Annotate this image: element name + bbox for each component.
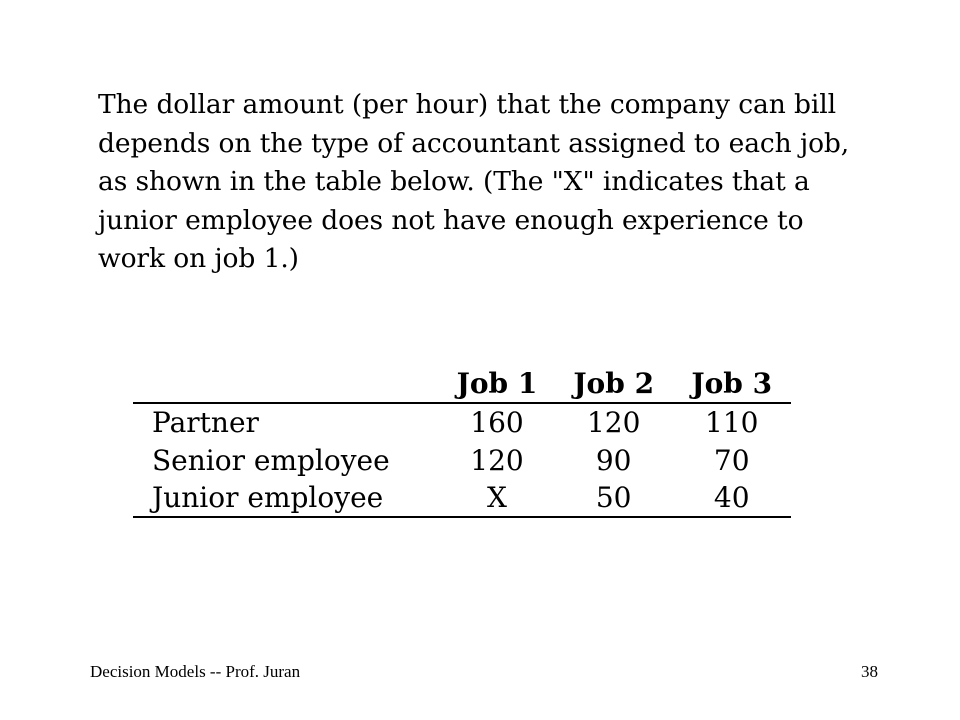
cell-job-2: 90 bbox=[595, 443, 632, 477]
cell-job-1: X bbox=[439, 479, 555, 517]
billing-rate-table bbox=[133, 364, 791, 518]
footer-course-label: Decision Models -- Prof. Juran bbox=[90, 662, 301, 681]
header-corner bbox=[133, 364, 439, 403]
row-label: Senior employee bbox=[152, 443, 390, 477]
cell-job-3: 40 bbox=[672, 479, 791, 517]
header-job-3: Job 3 bbox=[672, 364, 791, 403]
cell-job-1: 120 bbox=[470, 443, 524, 477]
header-job-1: Job 1 bbox=[439, 364, 555, 403]
row-label: Junior employee bbox=[133, 479, 439, 517]
footer-page-number: 38 bbox=[861, 662, 878, 681]
cell-job-2: 120 bbox=[586, 406, 641, 439]
cell-job-3: 110 bbox=[705, 406, 759, 439]
table-row-partner bbox=[133, 403, 791, 441]
cell-job-2: 50 bbox=[555, 479, 673, 517]
cell-job-3: 70 bbox=[713, 443, 750, 477]
table-row-junior-employee bbox=[133, 479, 791, 517]
table-header-row bbox=[133, 364, 791, 403]
table-row-senior-employee bbox=[133, 441, 791, 479]
cell-job-1: 160 bbox=[470, 406, 524, 439]
slide-body-text: The dollar amount (per hour) that the company can bill depends on the type of accountant assigned to each job, as shown in the table below. (The "X" indicates that a junior employee does not have enough experience to work on job 1.) bbox=[98, 89, 850, 274]
row-label: Partner bbox=[152, 406, 259, 439]
header-job-2: Job 2 bbox=[555, 364, 673, 403]
